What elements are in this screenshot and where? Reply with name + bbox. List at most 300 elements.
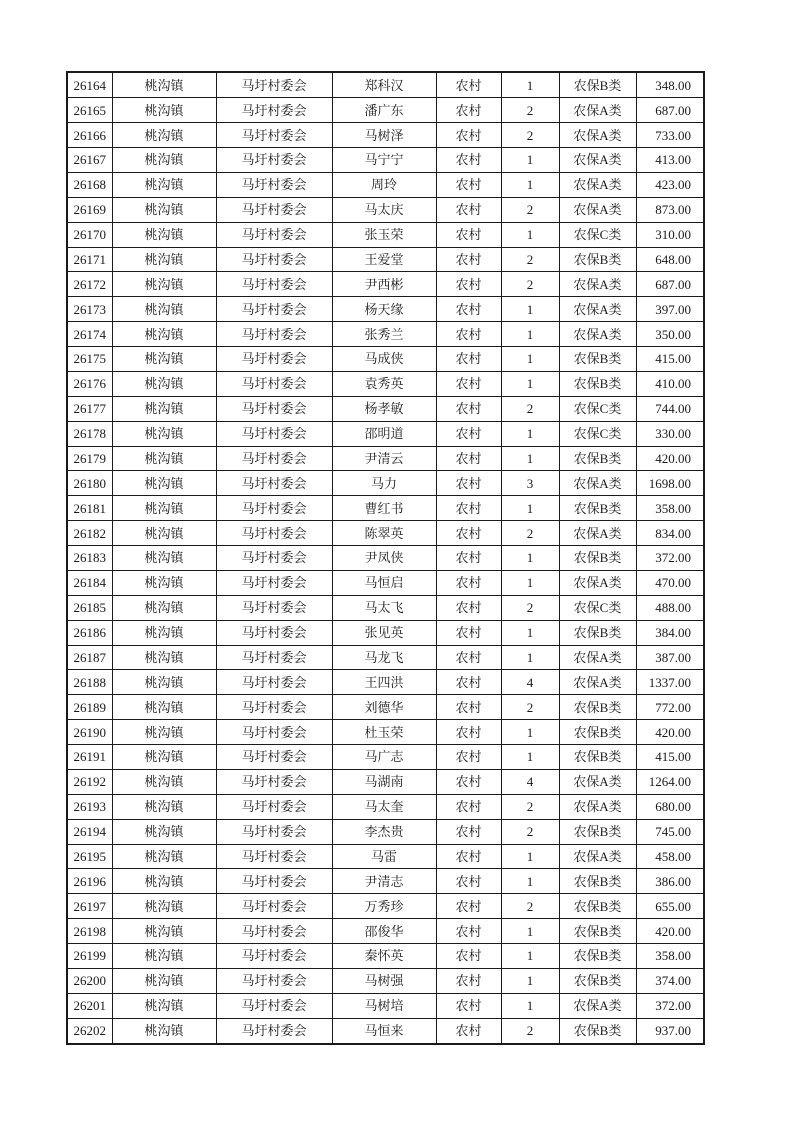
cell-amount: 655.00 [636, 894, 704, 919]
cell-insurance-category: 农保B类 [559, 968, 636, 993]
cell-amount: 372.00 [636, 546, 704, 571]
cell-amount: 374.00 [636, 968, 704, 993]
cell-amount: 410.00 [636, 371, 704, 396]
cell-town: 桃沟镇 [112, 720, 216, 745]
table-row [67, 496, 704, 521]
cell-amount: 744.00 [636, 396, 704, 421]
cell-town: 桃沟镇 [112, 197, 216, 222]
cell-residence-type: 农村 [436, 72, 501, 98]
cell-amount: 310.00 [636, 222, 704, 247]
cell-amount: 415.00 [636, 745, 704, 770]
cell-person-count: 2 [501, 595, 559, 620]
cell-person-count: 4 [501, 769, 559, 794]
cell-person-name: 陈翠英 [332, 521, 436, 546]
cell-village-committee: 马圩村委会 [216, 297, 332, 322]
cell-insurance-category: 农保B类 [559, 745, 636, 770]
cell-serial-number: 26201 [67, 993, 112, 1018]
cell-serial-number: 26170 [67, 222, 112, 247]
cell-person-count: 3 [501, 471, 559, 496]
cell-residence-type: 农村 [436, 521, 501, 546]
cell-town: 桃沟镇 [112, 645, 216, 670]
cell-insurance-category: 农保A类 [559, 148, 636, 173]
cell-person-name: 李杰贵 [332, 819, 436, 844]
cell-town: 桃沟镇 [112, 595, 216, 620]
cell-amount: 358.00 [636, 496, 704, 521]
cell-town: 桃沟镇 [112, 769, 216, 794]
cell-serial-number: 26169 [67, 197, 112, 222]
cell-residence-type: 农村 [436, 496, 501, 521]
cell-town: 桃沟镇 [112, 521, 216, 546]
cell-residence-type: 农村 [436, 869, 501, 894]
cell-serial-number: 26175 [67, 347, 112, 372]
cell-village-committee: 马圩村委会 [216, 98, 332, 123]
cell-amount: 772.00 [636, 695, 704, 720]
cell-residence-type: 农村 [436, 844, 501, 869]
cell-town: 桃沟镇 [112, 247, 216, 272]
cell-insurance-category: 农保A类 [559, 197, 636, 222]
cell-insurance-category: 农保B类 [559, 371, 636, 396]
cell-serial-number: 26192 [67, 769, 112, 794]
cell-insurance-category: 农保C类 [559, 421, 636, 446]
table-row [67, 272, 704, 297]
cell-village-committee: 马圩村委会 [216, 944, 332, 969]
cell-person-count: 2 [501, 521, 559, 546]
cell-residence-type: 农村 [436, 993, 501, 1018]
cell-village-committee: 马圩村委会 [216, 869, 332, 894]
cell-serial-number: 26199 [67, 944, 112, 969]
cell-town: 桃沟镇 [112, 894, 216, 919]
cell-person-count: 1 [501, 371, 559, 396]
cell-town: 桃沟镇 [112, 570, 216, 595]
cell-town: 桃沟镇 [112, 993, 216, 1018]
cell-insurance-category: 农保B类 [559, 819, 636, 844]
table-row [67, 869, 704, 894]
cell-serial-number: 26191 [67, 745, 112, 770]
cell-town: 桃沟镇 [112, 496, 216, 521]
cell-residence-type: 农村 [436, 1018, 501, 1044]
cell-person-name: 周玲 [332, 172, 436, 197]
cell-insurance-category: 农保B类 [559, 944, 636, 969]
cell-person-count: 2 [501, 247, 559, 272]
cell-person-name: 张见英 [332, 620, 436, 645]
cell-village-committee: 马圩村委会 [216, 396, 332, 421]
table-row [67, 148, 704, 173]
cell-insurance-category: 农保A类 [559, 570, 636, 595]
cell-serial-number: 26178 [67, 421, 112, 446]
cell-person-count: 1 [501, 148, 559, 173]
table-row [67, 371, 704, 396]
cell-person-name: 尹西彬 [332, 272, 436, 297]
cell-town: 桃沟镇 [112, 446, 216, 471]
cell-village-committee: 马圩村委会 [216, 645, 332, 670]
cell-village-committee: 马圩村委会 [216, 471, 332, 496]
table-row [67, 794, 704, 819]
cell-amount: 413.00 [636, 148, 704, 173]
cell-serial-number: 26177 [67, 396, 112, 421]
cell-serial-number: 26166 [67, 123, 112, 148]
cell-serial-number: 26195 [67, 844, 112, 869]
table-row [67, 570, 704, 595]
table-row [67, 222, 704, 247]
cell-insurance-category: 农保B类 [559, 347, 636, 372]
cell-person-name: 马树泽 [332, 123, 436, 148]
table-row [67, 396, 704, 421]
cell-town: 桃沟镇 [112, 794, 216, 819]
cell-village-committee: 马圩村委会 [216, 247, 332, 272]
cell-insurance-category: 农保A类 [559, 645, 636, 670]
cell-residence-type: 农村 [436, 222, 501, 247]
table-row [67, 471, 704, 496]
cell-person-count: 1 [501, 496, 559, 521]
cell-amount: 348.00 [636, 72, 704, 98]
table-row [67, 968, 704, 993]
cell-residence-type: 农村 [436, 794, 501, 819]
cell-person-name: 曹红书 [332, 496, 436, 521]
cell-residence-type: 农村 [436, 396, 501, 421]
cell-amount: 687.00 [636, 98, 704, 123]
cell-person-count: 1 [501, 347, 559, 372]
cell-amount: 423.00 [636, 172, 704, 197]
table-row [67, 98, 704, 123]
cell-residence-type: 农村 [436, 570, 501, 595]
cell-amount: 488.00 [636, 595, 704, 620]
cell-insurance-category: 农保B类 [559, 1018, 636, 1044]
cell-insurance-category: 农保B类 [559, 496, 636, 521]
cell-person-count: 2 [501, 894, 559, 919]
cell-person-name: 马树强 [332, 968, 436, 993]
cell-residence-type: 农村 [436, 371, 501, 396]
cell-village-committee: 马圩村委会 [216, 595, 332, 620]
cell-person-count: 2 [501, 396, 559, 421]
cell-residence-type: 农村 [436, 247, 501, 272]
cell-residence-type: 农村 [436, 968, 501, 993]
cell-person-count: 2 [501, 695, 559, 720]
cell-village-committee: 马圩村委会 [216, 670, 332, 695]
table-row [67, 1018, 704, 1044]
table-row [67, 919, 704, 944]
cell-residence-type: 农村 [436, 546, 501, 571]
cell-residence-type: 农村 [436, 197, 501, 222]
cell-residence-type: 农村 [436, 944, 501, 969]
cell-village-committee: 马圩村委会 [216, 819, 332, 844]
cell-person-count: 1 [501, 844, 559, 869]
cell-village-committee: 马圩村委会 [216, 844, 332, 869]
cell-village-committee: 马圩村委会 [216, 272, 332, 297]
cell-person-name: 张玉荣 [332, 222, 436, 247]
cell-amount: 873.00 [636, 197, 704, 222]
cell-person-count: 1 [501, 993, 559, 1018]
cell-village-committee: 马圩村委会 [216, 919, 332, 944]
cell-amount: 372.00 [636, 993, 704, 1018]
cell-village-committee: 马圩村委会 [216, 347, 332, 372]
cell-village-committee: 马圩村委会 [216, 720, 332, 745]
cell-residence-type: 农村 [436, 670, 501, 695]
cell-person-name: 邵明道 [332, 421, 436, 446]
cell-person-name: 马力 [332, 471, 436, 496]
cell-insurance-category: 农保A类 [559, 471, 636, 496]
cell-residence-type: 农村 [436, 819, 501, 844]
cell-person-name: 马树培 [332, 993, 436, 1018]
cell-serial-number: 26164 [67, 72, 112, 98]
cell-serial-number: 26179 [67, 446, 112, 471]
cell-serial-number: 26189 [67, 695, 112, 720]
cell-residence-type: 农村 [436, 894, 501, 919]
cell-insurance-category: 农保B类 [559, 247, 636, 272]
cell-person-count: 2 [501, 819, 559, 844]
cell-serial-number: 26180 [67, 471, 112, 496]
payment-roster-table [66, 71, 705, 1045]
cell-person-count: 2 [501, 272, 559, 297]
cell-serial-number: 26171 [67, 247, 112, 272]
cell-serial-number: 26184 [67, 570, 112, 595]
cell-person-name: 王四洪 [332, 670, 436, 695]
cell-amount: 937.00 [636, 1018, 704, 1044]
cell-amount: 680.00 [636, 794, 704, 819]
cell-person-count: 1 [501, 869, 559, 894]
cell-residence-type: 农村 [436, 720, 501, 745]
table-row [67, 993, 704, 1018]
table-row [67, 421, 704, 446]
cell-village-committee: 马圩村委会 [216, 695, 332, 720]
cell-person-name: 马太飞 [332, 595, 436, 620]
cell-town: 桃沟镇 [112, 222, 216, 247]
cell-serial-number: 26172 [67, 272, 112, 297]
cell-serial-number: 26168 [67, 172, 112, 197]
cell-person-count: 1 [501, 745, 559, 770]
cell-village-committee: 马圩村委会 [216, 421, 332, 446]
cell-residence-type: 农村 [436, 745, 501, 770]
cell-residence-type: 农村 [436, 645, 501, 670]
table-row [67, 620, 704, 645]
cell-serial-number: 26182 [67, 521, 112, 546]
cell-serial-number: 26193 [67, 794, 112, 819]
cell-person-name: 尹清云 [332, 446, 436, 471]
cell-insurance-category: 农保A类 [559, 769, 636, 794]
cell-village-committee: 马圩村委会 [216, 371, 332, 396]
cell-serial-number: 26190 [67, 720, 112, 745]
cell-amount: 397.00 [636, 297, 704, 322]
cell-amount: 420.00 [636, 720, 704, 745]
cell-insurance-category: 农保A类 [559, 794, 636, 819]
cell-town: 桃沟镇 [112, 98, 216, 123]
cell-village-committee: 马圩村委会 [216, 769, 332, 794]
cell-insurance-category: 农保B类 [559, 720, 636, 745]
cell-village-committee: 马圩村委会 [216, 222, 332, 247]
table-row [67, 446, 704, 471]
cell-serial-number: 26183 [67, 546, 112, 571]
cell-person-name: 马成侠 [332, 347, 436, 372]
cell-person-name: 潘广东 [332, 98, 436, 123]
cell-insurance-category: 农保A类 [559, 670, 636, 695]
cell-village-committee: 马圩村委会 [216, 745, 332, 770]
cell-town: 桃沟镇 [112, 844, 216, 869]
cell-person-name: 杜玉荣 [332, 720, 436, 745]
cell-person-name: 马太庆 [332, 197, 436, 222]
cell-insurance-category: 农保A类 [559, 993, 636, 1018]
cell-person-count: 1 [501, 570, 559, 595]
cell-insurance-category: 农保B类 [559, 919, 636, 944]
cell-person-count: 2 [501, 123, 559, 148]
table-row [67, 172, 704, 197]
cell-person-name: 马广志 [332, 745, 436, 770]
cell-serial-number: 26197 [67, 894, 112, 919]
cell-town: 桃沟镇 [112, 371, 216, 396]
cell-village-committee: 马圩村委会 [216, 72, 332, 98]
cell-residence-type: 农村 [436, 769, 501, 794]
cell-village-committee: 马圩村委会 [216, 620, 332, 645]
cell-town: 桃沟镇 [112, 919, 216, 944]
cell-person-count: 2 [501, 794, 559, 819]
cell-serial-number: 26194 [67, 819, 112, 844]
cell-town: 桃沟镇 [112, 1018, 216, 1044]
cell-insurance-category: 农保A类 [559, 172, 636, 197]
cell-residence-type: 农村 [436, 919, 501, 944]
cell-amount: 1698.00 [636, 471, 704, 496]
table-row [67, 297, 704, 322]
cell-person-name: 尹凤侠 [332, 546, 436, 571]
cell-residence-type: 农村 [436, 272, 501, 297]
table-row [67, 322, 704, 347]
cell-residence-type: 农村 [436, 148, 501, 173]
cell-residence-type: 农村 [436, 123, 501, 148]
cell-serial-number: 26181 [67, 496, 112, 521]
cell-insurance-category: 农保A类 [559, 123, 636, 148]
cell-amount: 458.00 [636, 844, 704, 869]
cell-town: 桃沟镇 [112, 72, 216, 98]
cell-amount: 687.00 [636, 272, 704, 297]
cell-serial-number: 26176 [67, 371, 112, 396]
cell-village-committee: 马圩村委会 [216, 894, 332, 919]
cell-insurance-category: 农保B类 [559, 446, 636, 471]
cell-person-count: 1 [501, 421, 559, 446]
cell-person-name: 尹清志 [332, 869, 436, 894]
cell-person-name: 邵俊华 [332, 919, 436, 944]
cell-insurance-category: 农保A类 [559, 272, 636, 297]
cell-amount: 745.00 [636, 819, 704, 844]
cell-amount: 1337.00 [636, 670, 704, 695]
cell-village-committee: 马圩村委会 [216, 172, 332, 197]
cell-residence-type: 农村 [436, 172, 501, 197]
cell-person-count: 1 [501, 172, 559, 197]
cell-town: 桃沟镇 [112, 944, 216, 969]
cell-person-name: 袁秀英 [332, 371, 436, 396]
cell-amount: 387.00 [636, 645, 704, 670]
cell-amount: 733.00 [636, 123, 704, 148]
cell-town: 桃沟镇 [112, 421, 216, 446]
cell-person-count: 1 [501, 297, 559, 322]
cell-town: 桃沟镇 [112, 695, 216, 720]
cell-serial-number: 26196 [67, 869, 112, 894]
table-row [67, 247, 704, 272]
table-row [67, 521, 704, 546]
cell-person-name: 马恒来 [332, 1018, 436, 1044]
roster-body [67, 72, 704, 1044]
cell-person-count: 1 [501, 72, 559, 98]
cell-person-name: 马龙飞 [332, 645, 436, 670]
cell-village-committee: 马圩村委会 [216, 1018, 332, 1044]
cell-person-name: 郑科汉 [332, 72, 436, 98]
cell-insurance-category: 农保A类 [559, 297, 636, 322]
cell-amount: 415.00 [636, 347, 704, 372]
table-row [67, 670, 704, 695]
table-row [67, 645, 704, 670]
cell-residence-type: 农村 [436, 322, 501, 347]
cell-person-count: 1 [501, 322, 559, 347]
cell-residence-type: 农村 [436, 347, 501, 372]
cell-village-committee: 马圩村委会 [216, 794, 332, 819]
cell-town: 桃沟镇 [112, 471, 216, 496]
table-row [67, 347, 704, 372]
cell-residence-type: 农村 [436, 695, 501, 720]
cell-person-name: 秦怀英 [332, 944, 436, 969]
cell-person-count: 1 [501, 944, 559, 969]
cell-serial-number: 26187 [67, 645, 112, 670]
cell-person-name: 马太奎 [332, 794, 436, 819]
table-row [67, 72, 704, 98]
cell-serial-number: 26165 [67, 98, 112, 123]
cell-person-name: 刘德华 [332, 695, 436, 720]
cell-serial-number: 26186 [67, 620, 112, 645]
cell-amount: 420.00 [636, 919, 704, 944]
cell-serial-number: 26202 [67, 1018, 112, 1044]
cell-village-committee: 马圩村委会 [216, 148, 332, 173]
cell-insurance-category: 农保B类 [559, 620, 636, 645]
cell-person-count: 1 [501, 968, 559, 993]
cell-town: 桃沟镇 [112, 546, 216, 571]
cell-town: 桃沟镇 [112, 968, 216, 993]
table-row [67, 720, 704, 745]
cell-person-count: 1 [501, 620, 559, 645]
table-row [67, 745, 704, 770]
cell-serial-number: 26188 [67, 670, 112, 695]
cell-residence-type: 农村 [436, 98, 501, 123]
cell-village-committee: 马圩村委会 [216, 570, 332, 595]
cell-insurance-category: 农保C类 [559, 222, 636, 247]
cell-person-name: 杨孝敏 [332, 396, 436, 421]
table-row [67, 546, 704, 571]
cell-amount: 330.00 [636, 421, 704, 446]
cell-person-name: 马宁宁 [332, 148, 436, 173]
cell-insurance-category: 农保B类 [559, 695, 636, 720]
cell-residence-type: 农村 [436, 595, 501, 620]
cell-person-count: 2 [501, 98, 559, 123]
cell-person-name: 马恒启 [332, 570, 436, 595]
cell-insurance-category: 农保A类 [559, 322, 636, 347]
cell-town: 桃沟镇 [112, 396, 216, 421]
cell-person-count: 1 [501, 446, 559, 471]
cell-village-committee: 马圩村委会 [216, 521, 332, 546]
cell-serial-number: 26198 [67, 919, 112, 944]
cell-town: 桃沟镇 [112, 172, 216, 197]
cell-serial-number: 26174 [67, 322, 112, 347]
cell-town: 桃沟镇 [112, 819, 216, 844]
cell-town: 桃沟镇 [112, 272, 216, 297]
table-row [67, 695, 704, 720]
cell-insurance-category: 农保A类 [559, 844, 636, 869]
cell-serial-number: 26200 [67, 968, 112, 993]
cell-residence-type: 农村 [436, 471, 501, 496]
cell-insurance-category: 农保B类 [559, 72, 636, 98]
cell-person-name: 杨天缘 [332, 297, 436, 322]
cell-serial-number: 26185 [67, 595, 112, 620]
table-row [67, 123, 704, 148]
cell-person-name: 张秀兰 [332, 322, 436, 347]
cell-town: 桃沟镇 [112, 148, 216, 173]
cell-town: 桃沟镇 [112, 322, 216, 347]
cell-person-count: 1 [501, 919, 559, 944]
cell-amount: 470.00 [636, 570, 704, 595]
table-row [67, 819, 704, 844]
